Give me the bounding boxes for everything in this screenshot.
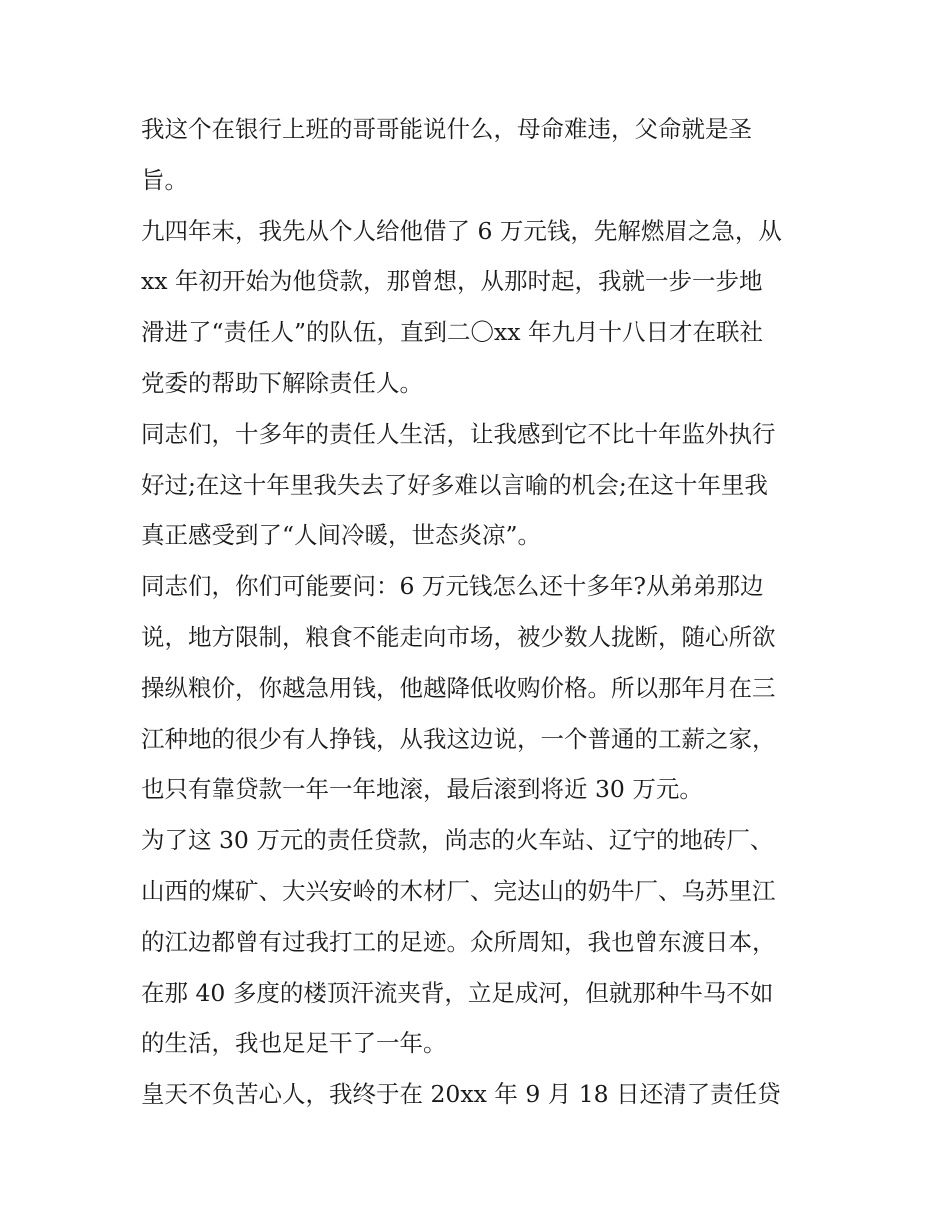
text-line: 好过;在这十年里我失去了好多难以言喻的机会;在这十年里我 (141, 470, 768, 499)
text-line: 的生活，我也足足干了一年。 (141, 1029, 447, 1058)
text-line: 的江边都曾有过我打工的足迹。众所周知，我也曾东渡日本， (141, 927, 776, 956)
text-line: 旨。 (141, 165, 188, 194)
text-line: 为了这 30 万元的责任贷款，尚志的火车站、辽宁的地砖厂、 (141, 826, 774, 855)
text-line: 江种地的很少有人挣钱，从我这边说，一个普通的工薪之家， (141, 724, 776, 753)
text-line: 九四年末，我先从个人给他借了 6 万元钱，先解燃眉之急，从 (141, 216, 782, 245)
text-line: 在那 40 多度的楼顶汗流夹背，立足成河，但就那种牛马不如 (141, 978, 774, 1007)
text-line: xx 年初开始为他贷款，那曾想，从那时起，我就一步一步地 (141, 267, 763, 296)
text-line: 滑进了“责任人”的队伍，直到二〇xx 年九月十八日才在联社 (141, 318, 764, 347)
text-line: 我这个在银行上班的哥哥能说什么，母命难违，父命就是圣 (141, 115, 752, 143)
text-line: 山西的煤矿、大兴安岭的木材厂、完达山的奶牛厂、乌苏里江 (141, 876, 776, 905)
text-line: 同志们，十多年的责任人生活，让我感到它不比十年监外执行 (141, 419, 776, 448)
text-line: 说，地方限制，粮食不能走向市场，被少数人拢断，随心所欲 (141, 622, 776, 651)
text-line: 同志们，你们可能要问：6 万元钱怎么还十多年?从弟弟那边 (141, 572, 764, 601)
text-line: 操纵粮价，你越急用钱，他越降低收购价格。所以那年月在三 (141, 673, 776, 702)
text-line: 也只有靠贷款一年一年地滚，最后滚到将近 30 万元。 (141, 775, 703, 804)
text-line: 皇天不负苦心人，我终于在 20xx 年 9 月 18 日还清了责任贷 (141, 1080, 781, 1109)
text-line: 党委的帮助下解除责任人。 (141, 368, 423, 397)
document-body (141, 104, 821, 1120)
text-line: 真正感受到了“人间冷暖，世态炎凉”。 (141, 521, 542, 550)
